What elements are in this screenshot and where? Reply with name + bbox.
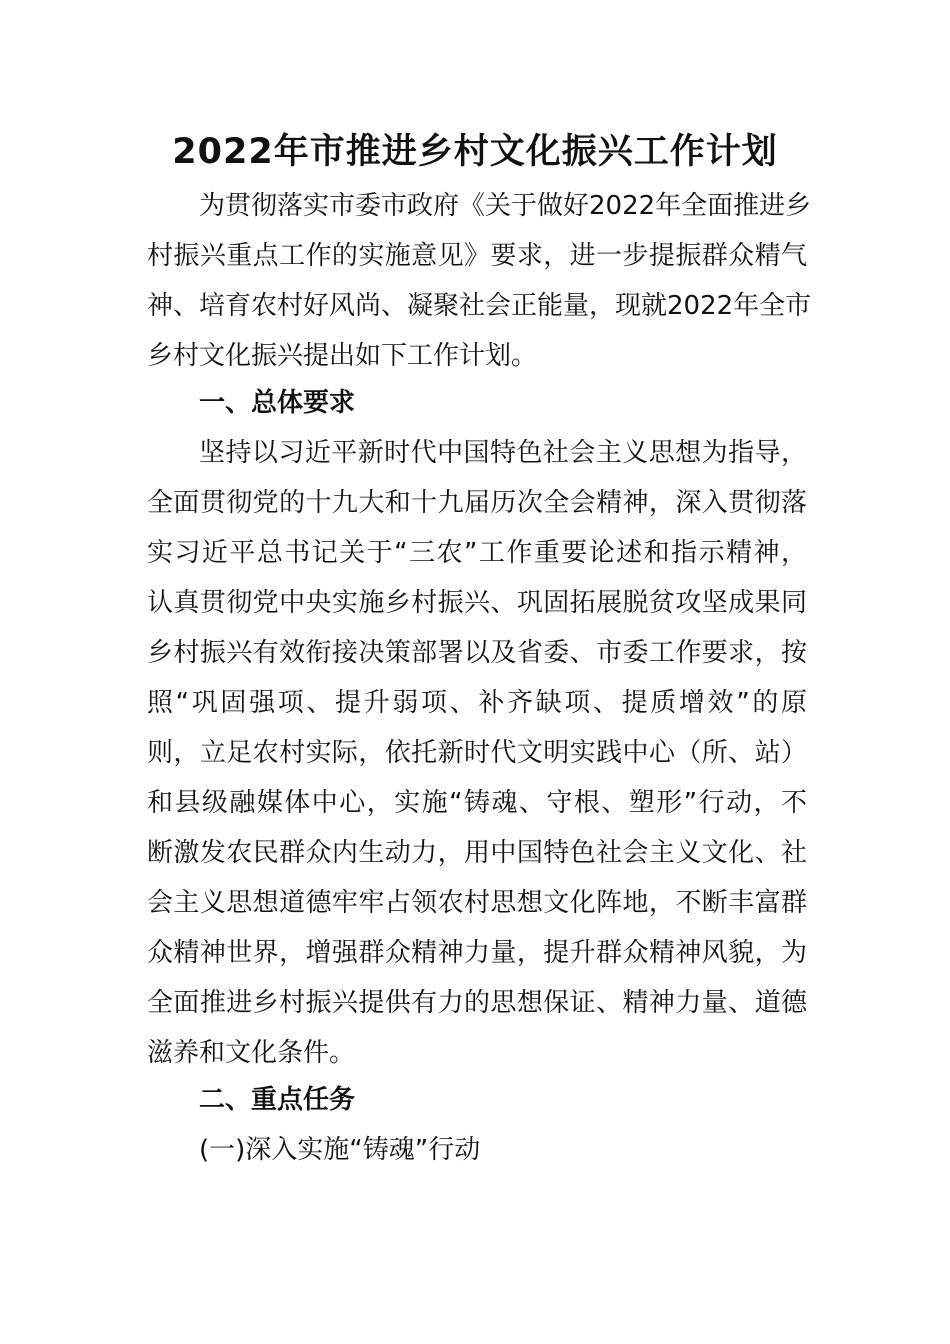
document-title: 2022年市推进乡村文化振兴工作计划 [172, 132, 778, 172]
section1-line-1: 坚持以习近平新时代中国特色社会主义思想为指导， [199, 438, 807, 468]
section1-line-13: 滋养和文化条件。 [147, 1038, 356, 1068]
intro-line-2: 村振兴重点工作的实施意见》要求，进一步提振群众精气 [147, 241, 807, 271]
section-heading-general-requirements: 一、总体要求 [199, 388, 356, 418]
intro-line-3: 神、培育农村好风尚、凝聚社会正能量，现就2022年全市 [147, 291, 812, 321]
section1-line-3: 实习近平总书记关于“三农”工作重要论述和指示精神， [147, 538, 807, 568]
section1-line-8: 和县级融媒体中心，实施“铸魂、守根、塑形”行动，不 [147, 788, 807, 818]
section1-line-4: 认真贯彻党中央实施乡村振兴、巩固拓展脱贫攻坚成果同 [147, 588, 807, 618]
section1-line-9: 断激发农民群众内生动力，用中国特色社会主义文化、社 [147, 838, 807, 868]
subsection-heading-soul-casting: (一)深入实施“铸魂”行动 [199, 1135, 481, 1165]
intro-line-4: 乡村文化振兴提出如下工作计划。 [147, 341, 538, 371]
section1-line-7: 则，立足农村实际，依托新时代文明实践中心（所、站） [147, 738, 807, 768]
section1-line-6: 照“巩固强项、提升弱项、补齐缺项、提质增效”的原 [147, 688, 807, 718]
section1-line-10: 会主义思想道德牢牢占领农村思想文化阵地，不断丰富群 [147, 888, 807, 918]
intro-line-1: 为贯彻落实市委市政府《关于做好2022年全面推进乡 [199, 191, 812, 221]
section1-line-11: 众精神世界，增强群众精神力量，提升群众精神风貌，为 [147, 938, 807, 968]
section1-line-12: 全面推进乡村振兴提供有力的思想保证、精神力量、道德 [147, 988, 807, 1018]
section1-line-5: 乡村振兴有效衔接决策部署以及省委、市委工作要求，按 [147, 638, 807, 668]
section-heading-key-tasks: 二、重点任务 [199, 1085, 356, 1115]
section1-line-2: 全面贯彻党的十九大和十九届历次全会精神，深入贯彻落 [147, 488, 807, 518]
